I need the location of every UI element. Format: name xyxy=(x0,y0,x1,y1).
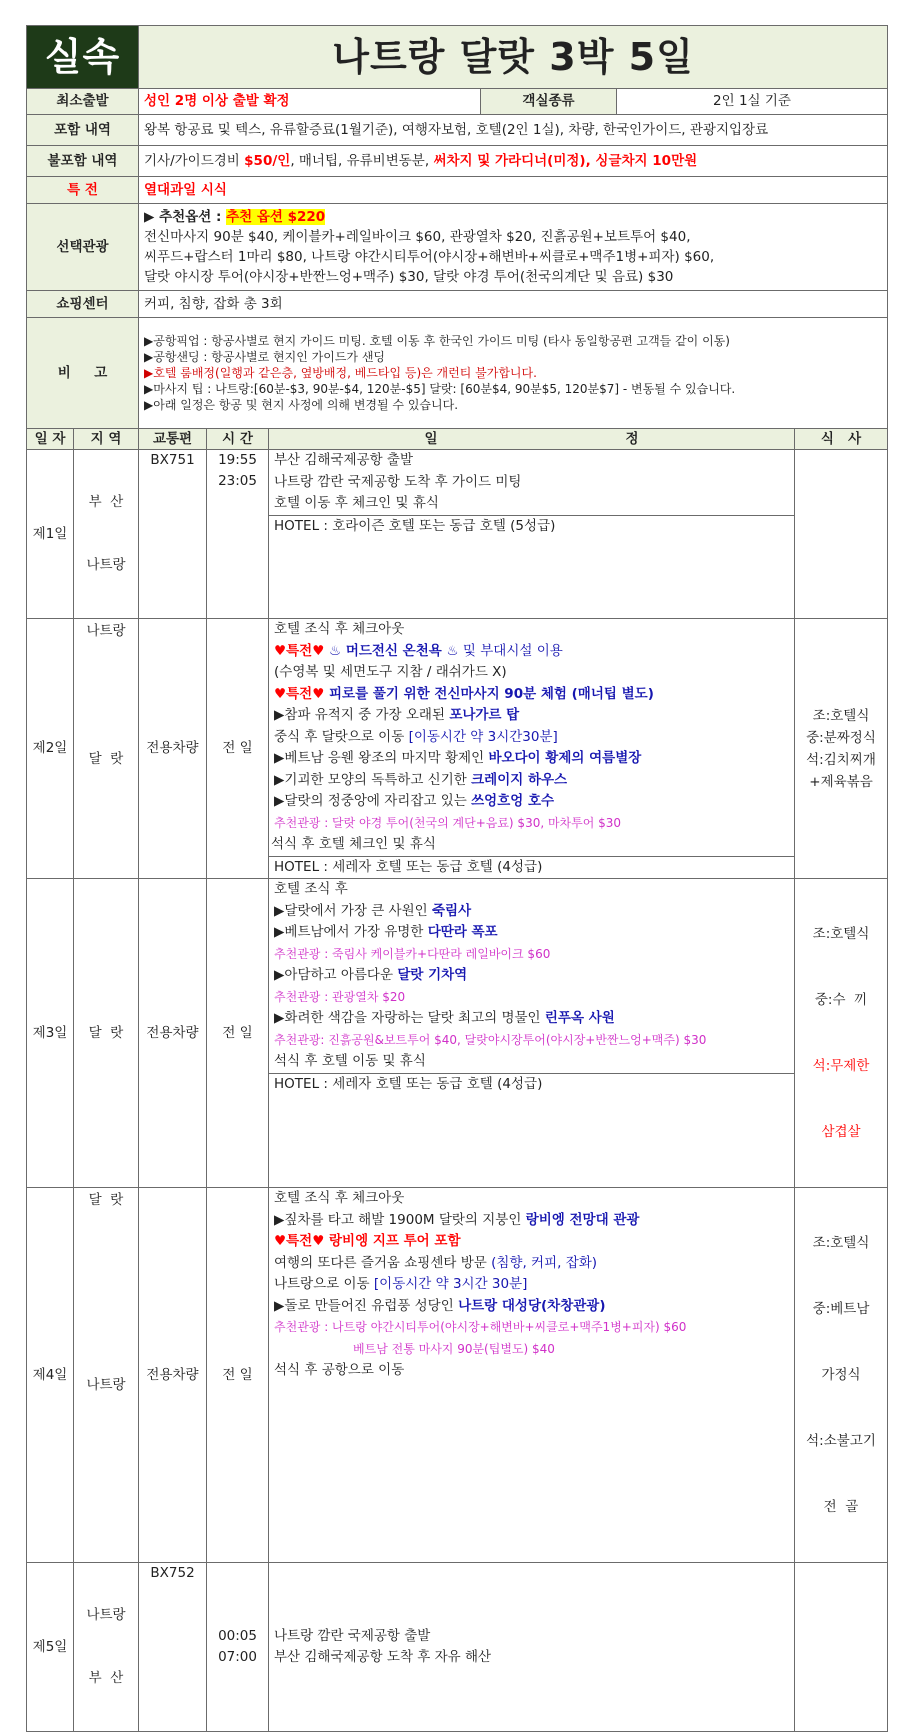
col-region: 지 역 xyxy=(74,429,139,450)
special-label: 특 전 xyxy=(27,177,139,204)
options-line: 전신마사지 90분 $40, 케이블카+레일바이크 $60, 관광열차 $20, 진흙공원+보트투어 $40, xyxy=(144,229,691,245)
day-meals: 조:호텔식 중:분짜정식 석:김치찌개 +제육볶음 xyxy=(795,619,888,879)
day-transport: 전용차량 xyxy=(139,879,207,1188)
day-transport: BX751 xyxy=(139,450,207,619)
options-head: ▶ 추천옵션 : 추천 옵션 $220 xyxy=(144,209,326,225)
hotel-line: HOTEL : 세레자 호텔 또는 동급 호텔 (4성급) xyxy=(269,856,794,879)
notes-value xyxy=(139,318,888,429)
day-itinerary: 나트랑 깜란 국제공항 출발 부산 김해국제공항 도착 후 자유 해산 xyxy=(269,1563,795,1732)
note-line: ▶마사지 팁 : 나트랑:[60분-$3, 90분-$4, 120분-$5] 달랏: [60분$4, 90분$5, 120분$7] - 변동될 수 있습니다. xyxy=(144,382,736,396)
day-region: 나트랑 달 랏 xyxy=(74,619,139,879)
day-meals xyxy=(795,1563,888,1732)
day-region: 부 산 나트랑 xyxy=(74,450,139,619)
day-time: 전 일 xyxy=(207,879,269,1188)
day-itinerary: 호텔 조식 후 체크아웃 ▶짚차를 타고 해발 1900M 달랏의 지붕인 랑비엥 전망대 관광 ♥특전♥ 랑비엥 지프 투어 포함 여행의 또다른 즐거움 쇼핑센타 방문 (침향, 커피, 잡화) 나트랑으로 이동 [이동시간 약 3시간 30분] ▶돌로 만들어진 유럽풍 성당인 나트랑 대성당(차창관광) 추천관광 : 나트랑 야간시티투어(야시장+해변바+씨클로+맥주1병+피자) $60 베트남 전통 마사지 90분(팁별도) $40 석식 후 공항으로 이동 xyxy=(269,1188,795,1563)
day-region: 달 랏 나트랑 xyxy=(74,1188,139,1563)
shopping-value: 커피, 침향, 잡화 총 3회 xyxy=(139,291,888,318)
day-time: 전 일 xyxy=(207,1188,269,1563)
included-value: 왕복 항공료 및 텍스, 유류할증료(1월기준), 여행자보험, 호텔(2인 1실), 차량, 한국인가이드, 관광지입장료 xyxy=(139,115,888,146)
hotel-line: HOTEL : 호라이즌 호텔 또는 동급 호텔 (5성급) xyxy=(269,515,794,538)
options-line: 씨푸드+랍스터 1마리 $80, 나트랑 야간시티투어(야시장+해변바+씨클로+맥주1병+피자) $60, xyxy=(144,249,715,265)
hotel-line: HOTEL : 세레자 호텔 또는 동급 호텔 (4성급) xyxy=(269,1073,794,1096)
day-row xyxy=(27,450,888,619)
day-itinerary: 호텔 조식 후 ▶달랏에서 가장 큰 사원인 죽림사 ▶베트남에서 가장 유명한 다딴라 폭포 추천관광 : 죽림사 케이블카+다딴라 레일바이크 $60 ▶아담하고 아름다운 달랏 기차역 추천관광 : 관광열차 $20 ▶화려한 색감을 자랑하는 달랏 최고의 명물인 린푸옥 사원 추천관광: 진흙공원&보트투어 $40, 달랏야시장투어(야시장+반짠느엉+맥주) $30 석식 후 호텔 이동 및 휴식 HOTEL : 세레자 호텔 또는 동급 호텔 (4성급) xyxy=(269,879,795,1188)
shopping-label: 쇼핑센터 xyxy=(27,291,139,318)
day-itinerary: 부산 김해국제공항 출발 나트랑 깜란 국제공항 도착 후 가이드 미팅 호텔 이동 후 체크인 및 휴식 HOTEL : 호라이즌 호텔 또는 동급 호텔 (5성급) xyxy=(269,450,795,619)
itinerary-table xyxy=(26,25,888,1732)
note-line: ▶공항샌딩 : 항공사별로 현지인 가이드가 샌딩 xyxy=(144,350,386,364)
special-value: 열대과일 시식 xyxy=(139,177,888,204)
day-transport: 전용차량 xyxy=(139,619,207,879)
day-row xyxy=(27,879,888,1188)
min-departure-label: 최소출발 xyxy=(27,89,139,115)
day-region: 달 랏 xyxy=(74,879,139,1188)
note-line: ▶아래 일정은 항공 및 현지 사정에 의해 변경될 수 있습니다. xyxy=(144,398,459,412)
day-row xyxy=(27,1188,888,1563)
itinerary-sheet xyxy=(26,25,887,1732)
day-label: 제5일 xyxy=(27,1563,74,1732)
day-time: 19:55 23:05 xyxy=(207,450,269,619)
day-region: 나트랑 부 산 xyxy=(74,1563,139,1732)
options-label: 선택관광 xyxy=(27,204,139,291)
options-value xyxy=(139,204,888,291)
day-label: 제3일 xyxy=(27,879,74,1188)
col-time: 시 간 xyxy=(207,429,269,450)
excluded-value: 기사/가이드경비 $50/인, 매너팁, 유류비변동분, 써차지 및 가라디너(미정), 싱글차지 10만원 xyxy=(139,146,888,177)
day-transport: BX752 xyxy=(139,1563,207,1732)
notes-label: 비 고 xyxy=(27,318,139,429)
day-row xyxy=(27,619,888,879)
day-time: 전 일 xyxy=(207,619,269,879)
note-line: ▶호텔 룸배정(일행과 같은층, 옆방배정, 베드타입 등)은 개런티 불가합니다. xyxy=(144,366,537,380)
col-itinerary: 일 정 xyxy=(269,429,795,450)
options-line: 달랏 야시장 투어(야시장+반짠느엉+맥주) $30, 달랏 야경 투어(천국의계단 및 음료) $30 xyxy=(144,269,674,285)
col-meals: 식 사 xyxy=(795,429,888,450)
excluded-label: 불포함 내역 xyxy=(27,146,139,177)
day-label: 제4일 xyxy=(27,1188,74,1563)
col-transport: 교통편 xyxy=(139,429,207,450)
day-transport: 전용차량 xyxy=(139,1188,207,1563)
title-badge: 실속 xyxy=(27,26,139,89)
min-departure-value: 성인 2명 이상 출발 확정 xyxy=(139,89,481,115)
included-label: 포함 내역 xyxy=(27,115,139,146)
room-type-value: 2인 1실 기준 xyxy=(617,89,888,115)
day-meals xyxy=(795,450,888,619)
day-time: 00:05 07:00 xyxy=(207,1563,269,1732)
note-line: ▶공항픽업 : 항공사별로 현지 가이드 미팅. 호텔 이동 후 한국인 가이드 미팅 (타사 동일항공편 고객들 같이 이동) xyxy=(144,334,730,348)
day-label: 제1일 xyxy=(27,450,74,619)
room-type-label: 객실종류 xyxy=(481,89,617,115)
day-row xyxy=(27,1563,888,1732)
day-label: 제2일 xyxy=(27,619,74,879)
day-meals: 조:호텔식 중:수 끼 석:무제한 삼겹살 xyxy=(795,879,888,1188)
day-itinerary: 호텔 조식 후 체크아웃 ♥특전♥ ♨ 머드전신 온천욕 ♨ 및 부대시설 이용 (수영복 및 세면도구 지참 / 래쉬가드 X) ♥특전♥ 피로를 풀기 위한 전신마사지 90분 체험 (매너팁 별도) ▶참파 유적지 중 가장 오래된 포나가르 탑 중식 후 달랏으로 이동 [이동시간 약 3시간30분] ▶베트남 응웬 왕조의 마지막 황제인 바오다이 황제의 여름별장 ▶기괴한 모양의 독특하고 신기한 크레이지 하우스 ▶달랏의 정중앙에 자리잡고 있는 쓰엉흐엉 호수 추천관광 : 달랏 야경 투어(천국의 계단+음료) $30, 마차투어 $30 석식 후 호텔 체크인 및 휴식 HOTEL : 세레자 호텔 또는 동급 호텔 (4성급) xyxy=(269,619,795,879)
col-day: 일 자 xyxy=(27,429,74,450)
page-title: 나트랑 달랏 3박 5일 xyxy=(139,26,888,89)
day-meals: 조:호텔식 중:베트남 가정식 석:소불고기 전 골 xyxy=(795,1188,888,1563)
